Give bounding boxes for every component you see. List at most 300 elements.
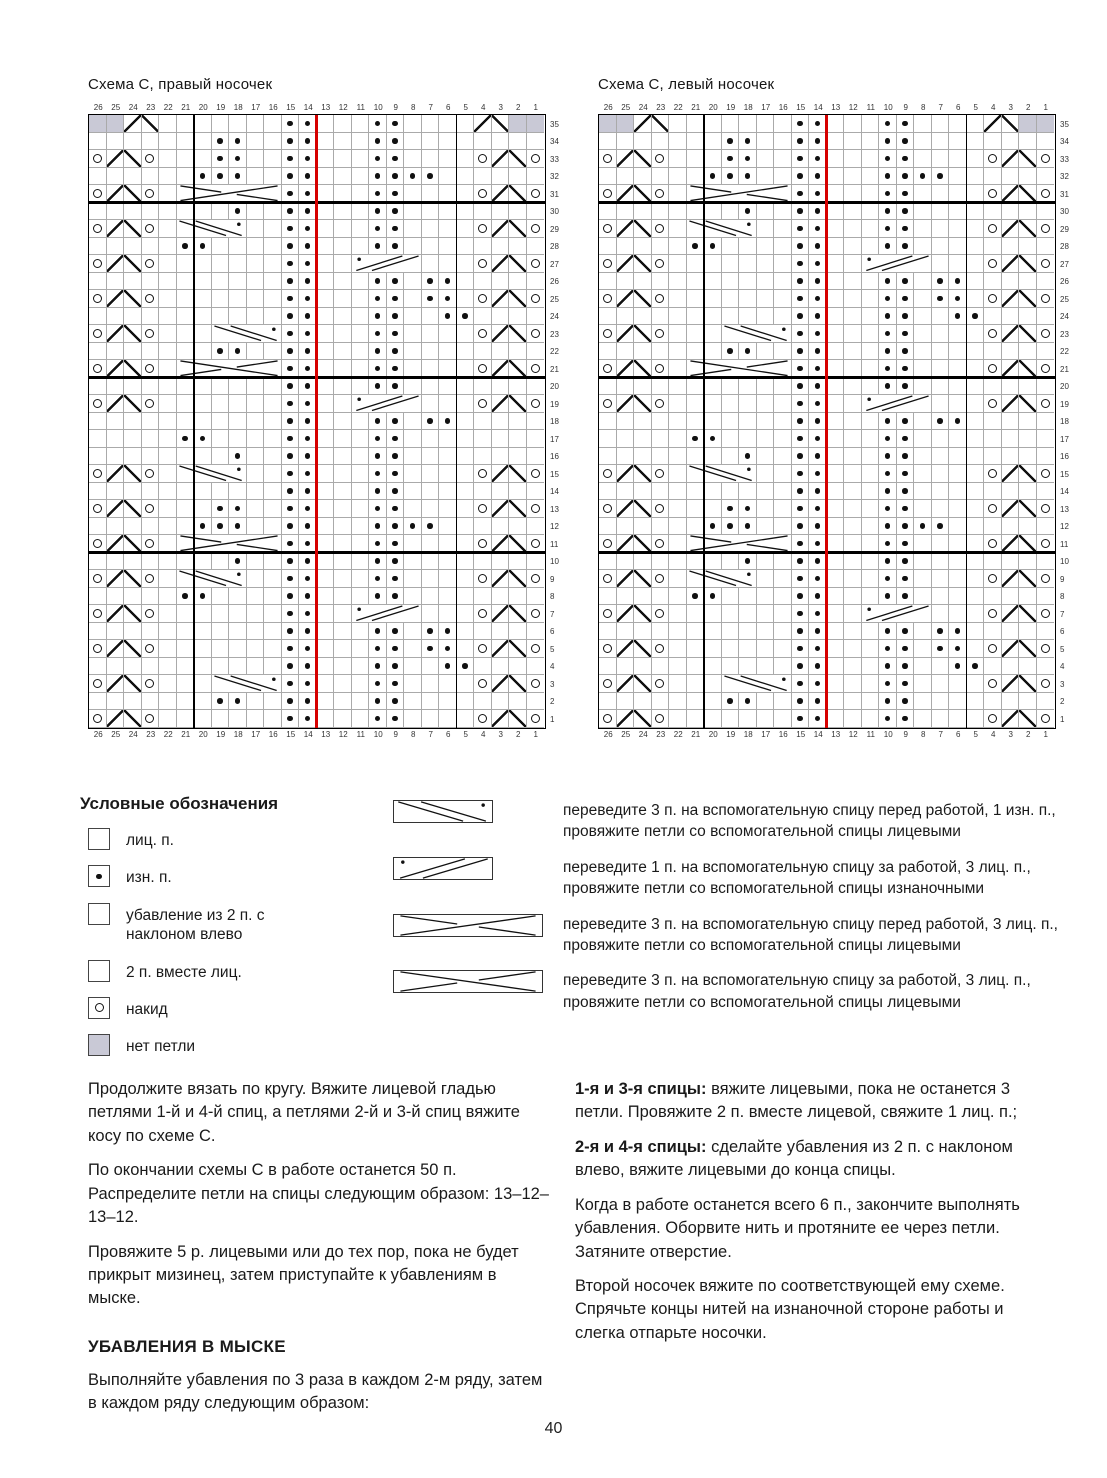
- purl-dot-icon: [815, 436, 821, 442]
- purl-cell: [177, 238, 195, 256]
- purl-cell: [792, 500, 810, 518]
- purl-cell: [212, 150, 230, 168]
- purl-cell: [422, 273, 440, 291]
- purl-cell: [422, 640, 440, 658]
- knit-cell: [704, 413, 722, 431]
- knit-cell: [352, 150, 370, 168]
- knit-cell: [474, 658, 492, 676]
- purl-cell: [897, 185, 915, 203]
- yarnover-icon: [145, 469, 154, 478]
- ssk-cell: [509, 395, 527, 413]
- yarnover-icon: [603, 644, 612, 653]
- knit-cell: [774, 203, 792, 221]
- purl-dot-icon: [815, 348, 821, 354]
- purl-dot-icon: [287, 611, 293, 617]
- yarnover-cell: [89, 395, 107, 413]
- knit-cell: [687, 168, 705, 186]
- purl-dot-icon: [427, 646, 433, 652]
- knit-cell: [599, 588, 617, 606]
- purl-cell: [704, 518, 722, 536]
- ssk-cell: [124, 150, 142, 168]
- knit-cell: [687, 325, 705, 343]
- knit-cell: [827, 308, 845, 326]
- purl-dot-icon: [410, 523, 416, 529]
- purl-cell: [299, 553, 317, 571]
- purl-cell: [282, 553, 300, 571]
- knit-cell: [317, 430, 335, 448]
- knit-cell: [457, 133, 475, 151]
- purl-cell: [879, 483, 897, 501]
- knit-cell: [827, 658, 845, 676]
- knit-cell: [862, 535, 880, 553]
- yarnover-cell: [1037, 290, 1055, 308]
- purl-dot-icon: [410, 173, 416, 179]
- yarnover-cell: [474, 535, 492, 553]
- purl-dot-icon: [287, 173, 293, 179]
- col-number: 10: [373, 103, 383, 112]
- purl-cell: [299, 378, 317, 396]
- knit-cell: [914, 623, 932, 641]
- knit-cell: [229, 623, 247, 641]
- purl-dot-icon: [797, 208, 803, 214]
- col-number: 22: [163, 729, 173, 739]
- knit-cell: [492, 518, 510, 536]
- knit-cell: [949, 605, 967, 623]
- row-number: 9: [550, 574, 555, 584]
- yarnover-cell: [89, 360, 107, 378]
- knit-cell: [159, 238, 177, 256]
- purl-dot-icon: [287, 156, 293, 162]
- knit-cell: [212, 553, 230, 571]
- purl-dot-icon: [797, 523, 803, 529]
- paragraph-lead: 1-я и 3-я спицы:: [575, 1080, 707, 1098]
- knit-cell: [1002, 430, 1020, 448]
- purl-dot-icon: [955, 628, 961, 634]
- knit-cell: [669, 378, 687, 396]
- knit-cell: [334, 658, 352, 676]
- knit-cell: [967, 290, 985, 308]
- purl-dot-icon: [902, 173, 908, 179]
- row-number: 21: [550, 364, 559, 374]
- purl-cell: [387, 203, 405, 221]
- yarnover-cell: [599, 640, 617, 658]
- yarnover-icon: [655, 399, 664, 408]
- k2tog-cell: [107, 465, 125, 483]
- purl-dot-icon: [287, 593, 293, 599]
- purl-cell: [282, 255, 300, 273]
- yarnover-icon: [93, 679, 102, 688]
- yarnover-cell: [142, 185, 160, 203]
- col-number: 4: [481, 103, 486, 112]
- k2tog-cell: [492, 290, 510, 308]
- yarnover-icon: [655, 644, 664, 653]
- knit-cell: [687, 693, 705, 711]
- ssk-cell: [509, 640, 527, 658]
- knit-cell: [844, 535, 862, 553]
- purl-cell: [439, 658, 457, 676]
- ssk-cell: [124, 465, 142, 483]
- knit-cell: [914, 203, 932, 221]
- knit-cell: [844, 430, 862, 448]
- knit-cell: [404, 693, 422, 711]
- knit-cell: [124, 693, 142, 711]
- knit-cell: [617, 553, 635, 571]
- purl-cell: [299, 693, 317, 711]
- knit-cell: [177, 483, 195, 501]
- purl-cell: [687, 430, 705, 448]
- purl-cell: [387, 360, 405, 378]
- knit-cell: [774, 430, 792, 448]
- purl-dot-icon: [375, 593, 381, 599]
- knit-cell: [509, 133, 527, 151]
- knit-cell: [932, 500, 950, 518]
- purl-dot-icon: [885, 121, 891, 127]
- knit-cell: [334, 115, 352, 133]
- knit-cell: [194, 395, 212, 413]
- purl-dot-icon: [392, 698, 398, 704]
- purl-dot-icon: [797, 173, 803, 179]
- knit-cell: [194, 605, 212, 623]
- yarnover-icon: [478, 259, 487, 268]
- purl-dot-icon: [287, 331, 293, 337]
- knit-cell: [932, 535, 950, 553]
- purl-dot-icon: [235, 173, 241, 179]
- knit-cell: [422, 343, 440, 361]
- ssk-cell: [1019, 675, 1037, 693]
- purl-dot-icon: [287, 138, 293, 144]
- knit-cell: [159, 483, 177, 501]
- purl-cell: [792, 220, 810, 238]
- row-number: 32: [1060, 172, 1069, 181]
- k2tog-cell: [1002, 185, 1020, 203]
- knit-cell: [757, 693, 775, 711]
- yarnover-cell: [984, 360, 1002, 378]
- knit-cell: [439, 203, 457, 221]
- purl-dot-icon: [392, 593, 398, 599]
- row-number: 14: [550, 487, 559, 496]
- purl-dot-icon: [217, 156, 223, 162]
- paragraph: 1-я и 3-я спицы: вяжите лицевыми, пока не останется 3 петли. Провяжите 2 п. вместе лицевой, свяжите 1 лиц. п.;: [575, 1080, 1018, 1122]
- yarnover-cell: [1037, 675, 1055, 693]
- knit-cell: [827, 710, 845, 728]
- knit-cell: [89, 448, 107, 466]
- knit-cell: [599, 693, 617, 711]
- knit-cell: [474, 343, 492, 361]
- knit-cell: [527, 133, 545, 151]
- knit-cell: [949, 150, 967, 168]
- knit-cell: [422, 360, 440, 378]
- yarnover-cell: [652, 255, 670, 273]
- knit-cell: [774, 640, 792, 658]
- purl-cell: [897, 465, 915, 483]
- purl-dot-icon: [815, 646, 821, 652]
- knit-cell: [317, 220, 335, 238]
- purl-dot-icon: [815, 313, 821, 319]
- purl-dot-icon: [815, 261, 821, 267]
- knit-cell: [704, 133, 722, 151]
- knit-cell: [1019, 203, 1037, 221]
- knit-cell: [352, 483, 370, 501]
- purl-dot-icon: [305, 138, 311, 144]
- knit-cell: [474, 168, 492, 186]
- knit-cell: [229, 710, 247, 728]
- purl-dot-icon: [885, 471, 891, 477]
- knit-cell: [457, 325, 475, 343]
- k2tog-cell: [107, 570, 125, 588]
- purl-dot-icon: [745, 523, 751, 529]
- yarnover-cell: [652, 675, 670, 693]
- yarnover-icon: [145, 644, 154, 653]
- knit-cell: [422, 203, 440, 221]
- knit-cell: [177, 115, 195, 133]
- knit-cell: [247, 588, 265, 606]
- col-number: 1: [1043, 103, 1048, 112]
- yarnover-cell: [652, 570, 670, 588]
- knit-cell: [177, 133, 195, 151]
- knit-cell: [317, 448, 335, 466]
- purl-dot-icon: [375, 156, 381, 162]
- k2tog-cell: [492, 465, 510, 483]
- purl-dot-icon: [902, 191, 908, 197]
- knit-cell: [334, 168, 352, 186]
- knit-cell: [247, 220, 265, 238]
- cable4-front-cell: [177, 465, 247, 483]
- purl-cell: [809, 483, 827, 501]
- yarnover-cell: [88, 997, 110, 1019]
- col-number: 11: [866, 729, 875, 739]
- knit-cell: [722, 430, 740, 448]
- knit-cell: [194, 115, 212, 133]
- purl-cell: [879, 413, 897, 431]
- purl-dot-icon: [392, 488, 398, 494]
- purl-cell: [809, 238, 827, 256]
- knit-cell: [159, 518, 177, 536]
- knit-cell: [827, 115, 845, 133]
- knit-cell: [177, 378, 195, 396]
- knit-cell: [247, 430, 265, 448]
- purl-cell: [177, 588, 195, 606]
- knit-cell: [527, 658, 545, 676]
- row-number: 11: [550, 539, 559, 549]
- purl-dot-icon: [815, 611, 821, 617]
- knit-cell: [984, 238, 1002, 256]
- purl-dot-icon: [287, 576, 293, 582]
- purl-cell: [879, 518, 897, 536]
- row-number: 31: [550, 189, 559, 199]
- col-number: 14: [303, 103, 313, 112]
- knit-cell: [722, 203, 740, 221]
- k2tog-cell: [617, 150, 635, 168]
- knit-cell: [914, 448, 932, 466]
- k2tog-cell: [107, 395, 125, 413]
- knit-cell: [422, 238, 440, 256]
- purl-cell: [809, 588, 827, 606]
- purl-dot-icon: [937, 418, 943, 424]
- knit-cell: [757, 150, 775, 168]
- purl-cell: [897, 500, 915, 518]
- row-number: 12: [550, 522, 559, 531]
- knit-cell: [247, 168, 265, 186]
- knit-cell: [967, 710, 985, 728]
- knit-cell: [352, 220, 370, 238]
- knit-cell: [352, 413, 370, 431]
- yarnover-icon: [93, 189, 102, 198]
- purl-cell: [897, 553, 915, 571]
- knit-cell: [827, 553, 845, 571]
- knit-cell: [317, 570, 335, 588]
- knit-cell: [439, 588, 457, 606]
- purl-dot-icon: [427, 523, 433, 529]
- knit-cell: [439, 220, 457, 238]
- purl-cell: [282, 168, 300, 186]
- yarnover-icon: [603, 609, 612, 618]
- knit-cell: [634, 518, 652, 536]
- knit-cell: [914, 325, 932, 343]
- col-number: 6: [446, 103, 451, 112]
- yarnover-icon: [655, 504, 664, 513]
- purl-dot-icon: [902, 383, 908, 389]
- purl-cell: [687, 588, 705, 606]
- purl-cell: [369, 518, 387, 536]
- purl-cell: [387, 658, 405, 676]
- purl-dot-icon: [375, 121, 381, 127]
- purl-dot-icon: [815, 331, 821, 337]
- yarnover-icon: [93, 714, 102, 723]
- knit-cell: [439, 150, 457, 168]
- knit-cell: [88, 828, 110, 850]
- yarnover-cell: [1037, 465, 1055, 483]
- knit-cell: [862, 640, 880, 658]
- purl-dot-icon: [392, 191, 398, 197]
- knit-cell: [1019, 378, 1037, 396]
- knit-cell: [1019, 518, 1037, 536]
- knit-cell: [334, 273, 352, 291]
- knit-cell: [404, 133, 422, 151]
- col-number: 1: [533, 103, 538, 112]
- yarnover-cell: [527, 185, 545, 203]
- purl-cell: [212, 343, 230, 361]
- knit-cell: [352, 570, 370, 588]
- yarnover-cell: [599, 360, 617, 378]
- purl-dot-icon: [710, 173, 716, 179]
- purl-cell: [439, 290, 457, 308]
- purl-cell: [387, 290, 405, 308]
- paragraph: Второй носочек вяжите по соответствующей ему схеме. Спрячьте концы нитей на изнаночной стороне работы и слегка отпарьте носочки.: [575, 1276, 1005, 1342]
- k2tog-cell: [107, 535, 125, 553]
- purl-cell: [792, 168, 810, 186]
- purl-cell: [369, 308, 387, 326]
- col-number: 12: [338, 729, 348, 739]
- knit-cell: [827, 430, 845, 448]
- col-number: 5: [973, 103, 978, 112]
- column-numbers-top: [600, 102, 1057, 114]
- k2tog-cell: [617, 465, 635, 483]
- knit-cell: [967, 150, 985, 168]
- yarnover-icon: [655, 329, 664, 338]
- k2tog-cell: [1002, 325, 1020, 343]
- knit-cell: [1019, 623, 1037, 641]
- knit-cell: [634, 623, 652, 641]
- col-number: 11: [356, 103, 365, 112]
- knit-cell: [317, 395, 335, 413]
- knit-cell: [212, 308, 230, 326]
- knit-cell: [439, 185, 457, 203]
- knit-cell: [599, 658, 617, 676]
- yarnover-cell: [142, 675, 160, 693]
- knit-cell: [774, 168, 792, 186]
- knit-cell: [914, 588, 932, 606]
- yarnover-cell: [984, 710, 1002, 728]
- ssk-cell: [124, 395, 142, 413]
- knit-cell: [844, 255, 862, 273]
- purl-cell: [282, 290, 300, 308]
- knit-cell: [949, 168, 967, 186]
- knit-cell: [844, 290, 862, 308]
- purl-cell: [897, 623, 915, 641]
- row-number: 13: [1060, 504, 1069, 514]
- knit-cell: [1037, 623, 1055, 641]
- yarnover-cell: [599, 325, 617, 343]
- knit-cell: [844, 325, 862, 343]
- cable4-front-cell: [393, 800, 493, 823]
- col-number: 17: [761, 103, 771, 112]
- yarnover-icon: [988, 679, 997, 688]
- knit-cell: [704, 658, 722, 676]
- purl-dot-icon: [392, 313, 398, 319]
- knit-cell: [984, 553, 1002, 571]
- yarnover-cell: [89, 185, 107, 203]
- knit-cell: [844, 220, 862, 238]
- yarnover-icon: [603, 469, 612, 478]
- yarnover-cell: [984, 395, 1002, 413]
- purl-dot-icon: [727, 173, 733, 179]
- col-number: 18: [233, 729, 243, 739]
- purl-cell: [722, 168, 740, 186]
- k2tog-cell: [1002, 640, 1020, 658]
- col-number: 19: [216, 729, 226, 739]
- cable-legend-text: переведите 3 п. на вспомогательную спицу перед работой, 3 лиц. п., провяжите петли со вспомогательной спицы лицевыми: [563, 915, 1058, 954]
- yarnover-icon: [655, 679, 664, 688]
- purl-dot-icon: [902, 576, 908, 582]
- yarnover-cell: [474, 710, 492, 728]
- ssk-cell: [1019, 605, 1037, 623]
- purl-dot-icon: [287, 541, 293, 547]
- knit-cell: [124, 238, 142, 256]
- knit-cell: [774, 465, 792, 483]
- knit-cell: [704, 378, 722, 396]
- knit-cell: [124, 413, 142, 431]
- purl-cell: [809, 675, 827, 693]
- knit-cell: [212, 605, 230, 623]
- knit-cell: [124, 518, 142, 536]
- knit-cell: [457, 693, 475, 711]
- row-number: 17: [1060, 434, 1069, 444]
- cable-legend-item-cable4-front-purl: [393, 800, 1063, 843]
- knit-cell: [527, 588, 545, 606]
- knit-cell: [1002, 623, 1020, 641]
- knit-cell: [89, 343, 107, 361]
- purl-cell: [792, 605, 810, 623]
- row-number: 10: [550, 557, 559, 566]
- row-number: 28: [550, 242, 559, 251]
- purl-dot-icon: [937, 646, 943, 652]
- col-number: 22: [163, 103, 173, 112]
- purl-dot-icon: [885, 558, 891, 564]
- knit-cell: [159, 413, 177, 431]
- yarnover-cell: [89, 255, 107, 273]
- purl-dot-icon: [305, 156, 311, 162]
- knit-cell: [247, 518, 265, 536]
